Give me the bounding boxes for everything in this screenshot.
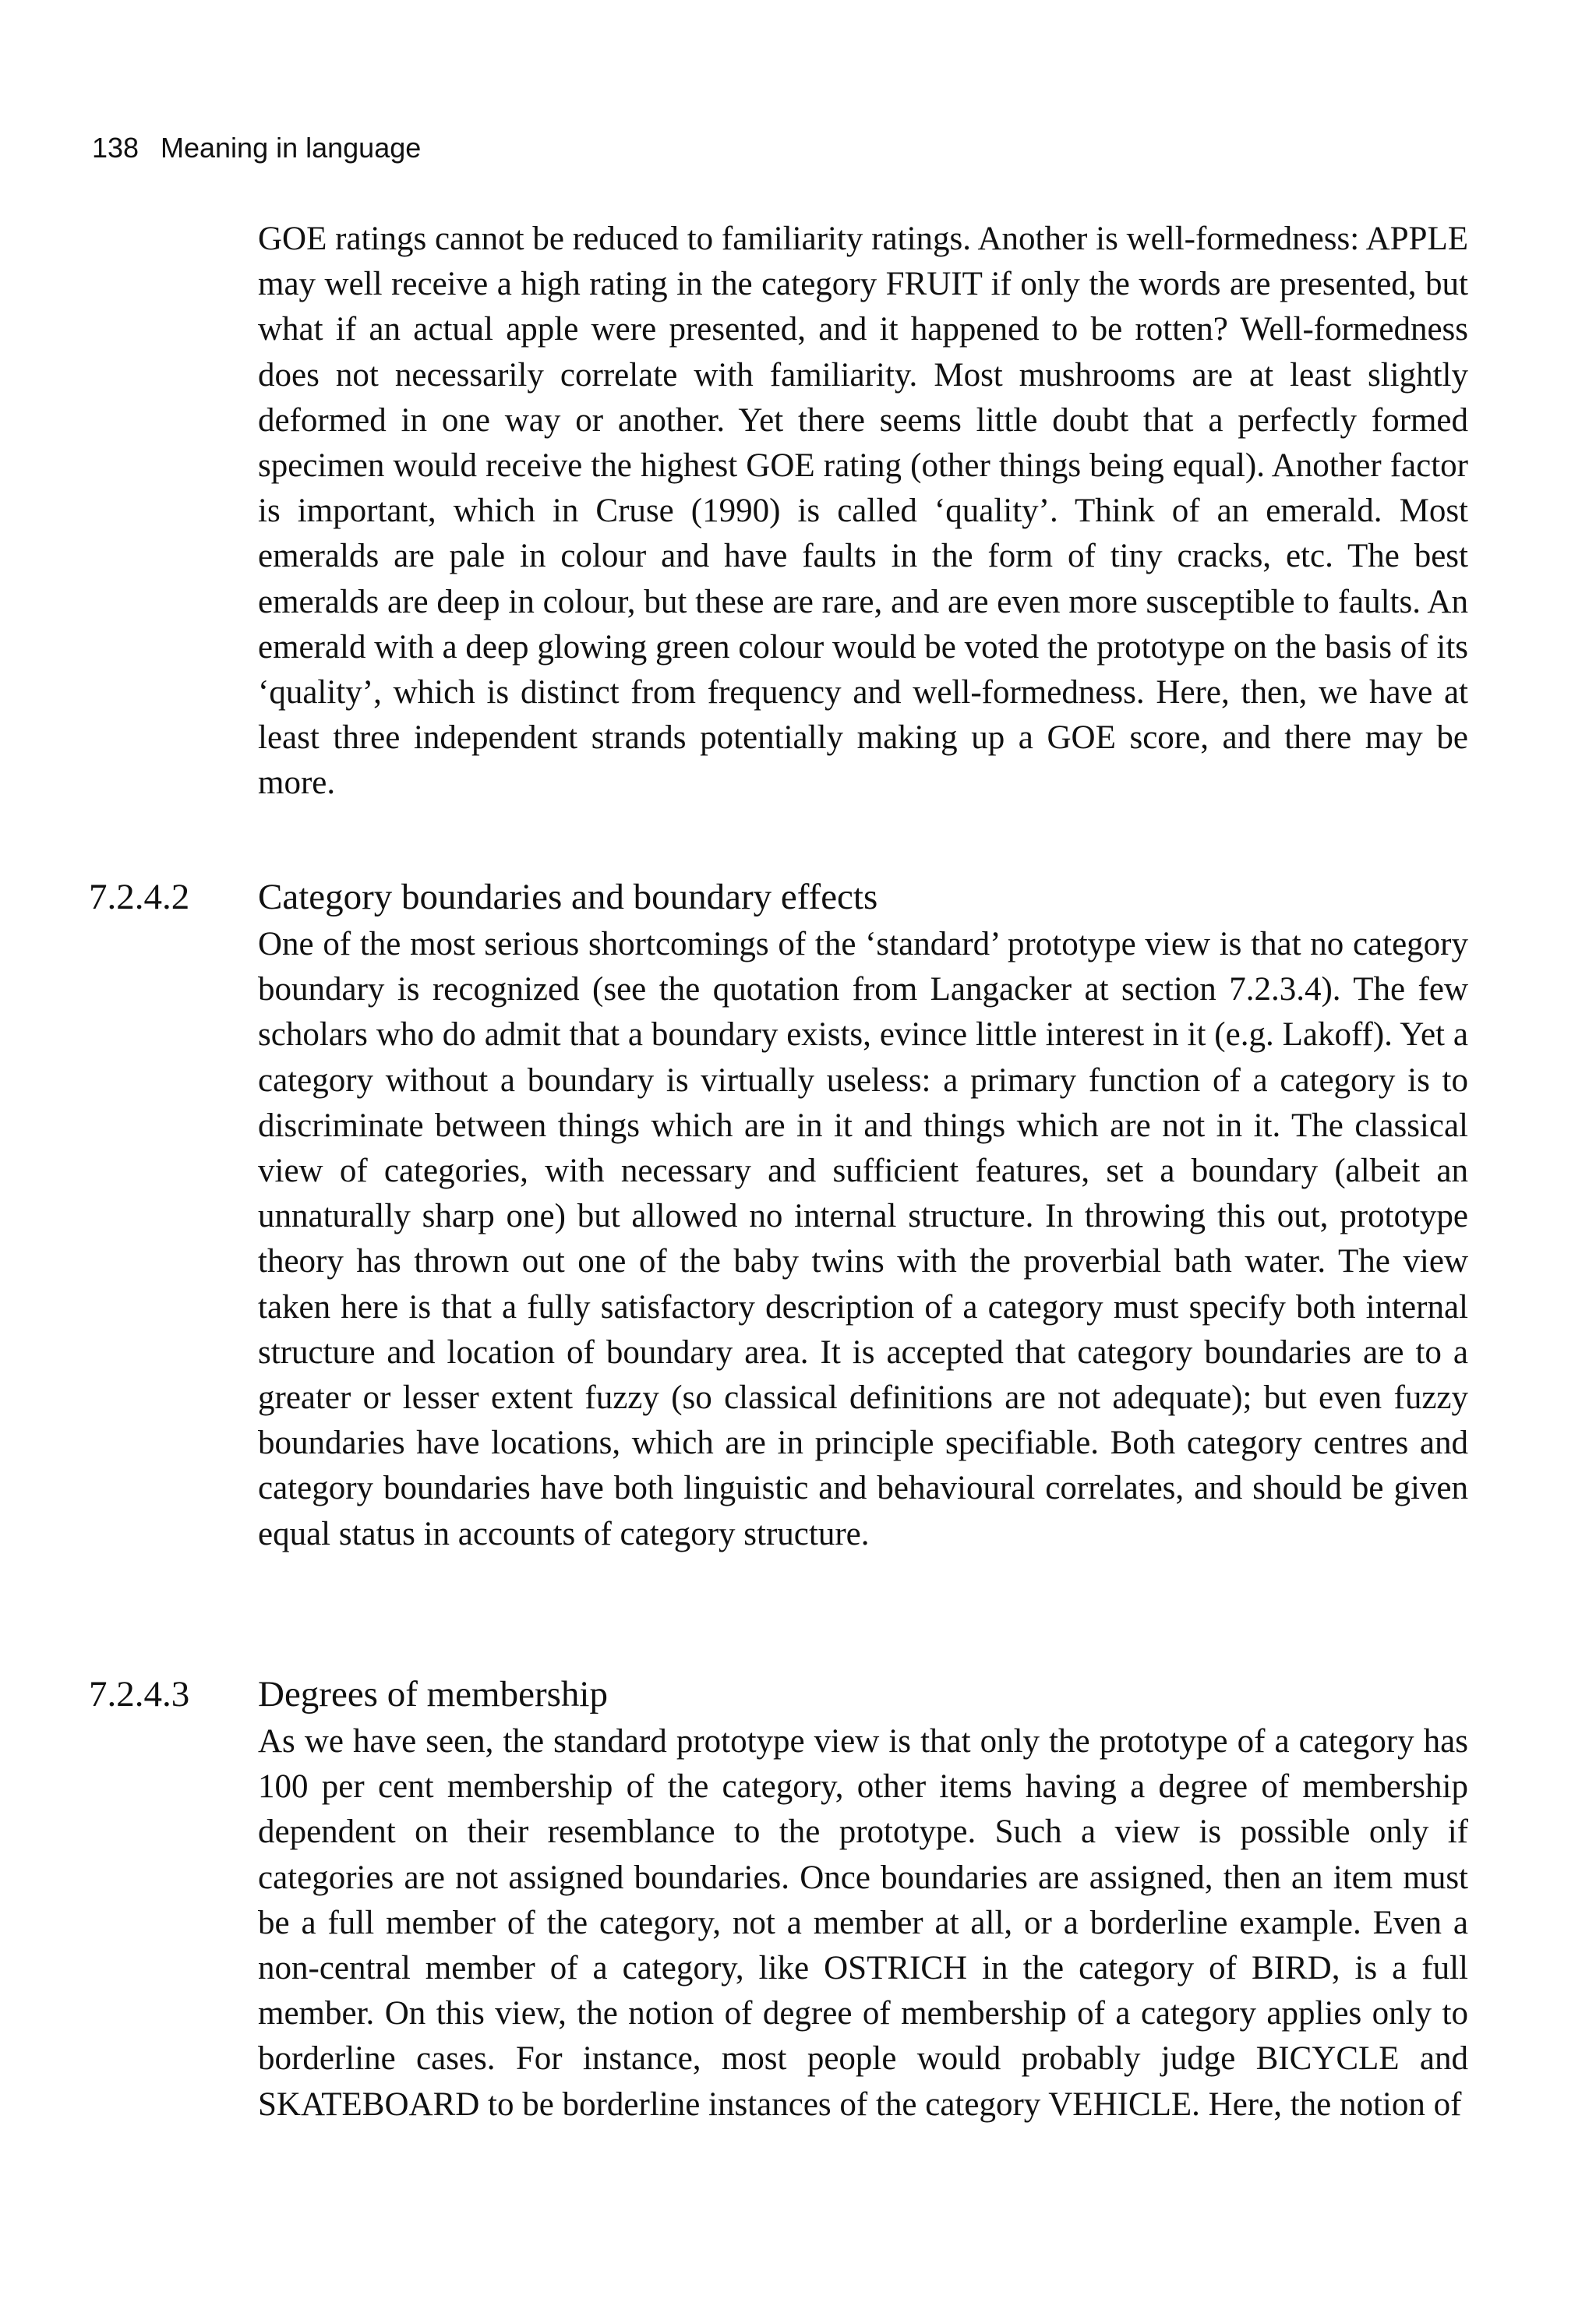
paragraph-category-boundaries: One of the most serious shortcomings of the ‘standard’ prototype view is that no category boundary is recognized (see the quotation from Langacker at section 7.2.3.4). The few scholars who do admit that a boundary exists, evince little interest in it (e.g. Lakoff). Yet a category without a boundary is virtually useless: a primary function of a category is to discriminate between things which are in it and things which are not in it. The classical view of categories, with necessary and sufficient features, set a boundary (albeit an unnaturally sharp one) but allowed no internal structure. In throwing this out, prototype theory has thrown out one of the baby twins with the proverbial bath water. The view taken here is that a fully satisfactory description of a category must specify both internal structure and location of boundary area. It is accepted that category boundaries are to a greater or lesser extent fuzzy (so classical definitions are not adequate); but even fuzzy boundaries have locations, which are in principle specifiable. Both category centres and category boundaries have both linguistic and behavioural correlates, and should be given equal status in accounts of category structure. (258, 926, 1468, 1552)
section-heading-membership (89, 1670, 608, 1718)
section-title: Degrees of membership (258, 1674, 608, 1715)
section-title: Category boundaries and boundary effects (258, 877, 878, 917)
running-title: Meaning in language (161, 132, 422, 164)
section-number: 7.2.4.3 (89, 1674, 190, 1715)
running-header (92, 129, 421, 168)
paragraph-degrees-of-membership: As we have seen, the standard prototype view is that only the prototype of a category has 100 per cent membership of the category, other items having a degree of membership dependent on their resemblance to the prototype. Such a view is possible only if categories are not assigned boundaries. Once boundaries are assigned, then an item must be a full member of the category, not a member at all, or a borderline example. Even a non-central member of a category, like OSTRICH in the category of BIRD, is a full member. On this view, the notion of degree of membership of a category applies only to borderline cases. For instance, most people would probably judge BICYCLE and SKATEBOARD to be borderline instances of the category VEHICLE. Here, the notion of (258, 1723, 1468, 2123)
section-number: 7.2.4.2 (89, 877, 190, 917)
section-heading-boundaries (89, 873, 877, 921)
paragraph-goe-factors: GOE ratings cannot be reduced to familiarity ratings. Another is well-formedness: APPLE may well receive a high rating in the category FRUIT if only the words are presented, but what if an actual apple were presented, and it happened to be rotten? Well-formedness does not necessarily correlate with familiarity. Most mushrooms are at least slightly deformed in one way or another. Yet there seems little doubt that a perfectly formed specimen would receive the highest GOE rating (other things being equal). Another factor is important, which in Cruse (1990) is called ‘quality’. Think of an emerald. Most emeralds are pale in colour and have faults in the form of tiny cracks, etc. The best emeralds are deep in colour, but these are rare, and are even more susceptible to faults. An emerald with a deep glowing green colour would be voted the prototype on the basis of its ‘quality’, which is distinct from frequency and well-formedness. Here, then, we have at least three independent strands potentially making up a GOE score, and there may be more. (258, 221, 1468, 802)
page-number: 138 (92, 132, 139, 164)
